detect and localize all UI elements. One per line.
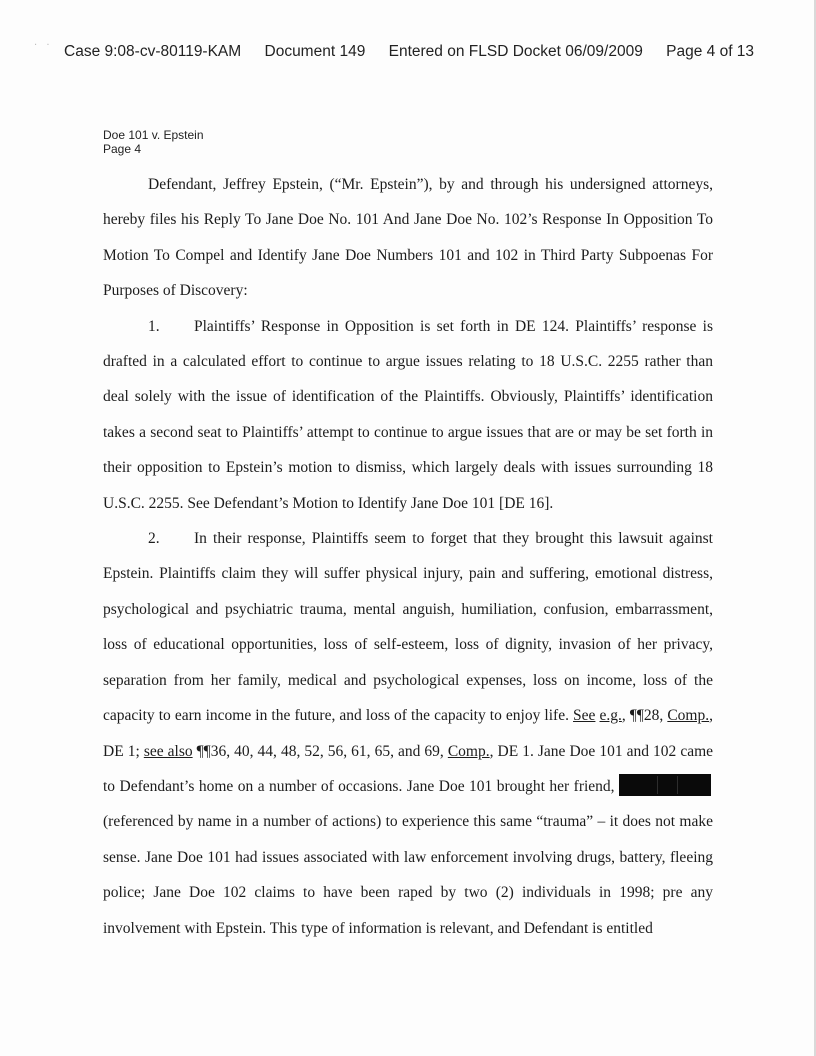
paragraph-2-text-c: , DE 1; bbox=[103, 707, 713, 760]
caption-page: Page 4 bbox=[103, 142, 142, 156]
citation-comp-2: Comp. bbox=[447, 742, 490, 760]
paragraph-2-text-b: , ¶¶28, bbox=[621, 707, 664, 725]
paragraph-2 bbox=[103, 521, 713, 946]
case-header bbox=[64, 43, 764, 61]
paragraph-2-text-f: (referenced by name in a number of actions) to experience this same “trauma” – it does not make sense. Jane Doe 101 had issues associated with law enforcement involving drugs, battery, fleeing police; Jane Doe 102 claims to have been raped by two (2) individuals in 1998; pre any involvement with Epstein. This type of information is relevant, and Defendant is entitled bbox=[103, 813, 713, 937]
citation-see: See bbox=[573, 707, 596, 725]
caption-title: Doe 101 v. Epstein bbox=[103, 128, 204, 142]
paragraph-2-text-e: , DE 1. Jane Doe 101 and 102 came to Defendant’s home on a number of occasions. Jane Doe 101 brought her friend, bbox=[103, 742, 714, 795]
redaction-box bbox=[619, 774, 711, 796]
paragraph-1-number: 1. bbox=[148, 317, 160, 335]
case-number: Case 9:08-cv-80119-KAM bbox=[64, 43, 242, 60]
caption bbox=[103, 128, 204, 156]
docket-entry: Entered on FLSD Docket 06/09/2009 bbox=[388, 43, 643, 60]
paragraph-1 bbox=[103, 309, 713, 521]
document-number: Document 149 bbox=[264, 43, 366, 60]
intro-paragraph: Defendant, Jeffrey Epstein, (“Mr. Epstein”), by and through his undersigned attorneys, hereby files his Reply To Jane Doe No. 101 And Jane Doe No. 102’s Response In Opposition To Motion To Compel and Identify Jane Doe Numbers 101 and 102 in Third Party Subpoenas For Purposes of Discovery: bbox=[103, 176, 713, 300]
citation-comp-1: Comp. bbox=[667, 707, 710, 725]
paragraph-1-text: Plaintiffs’ Response in Opposition is set forth in DE 124. Plaintiffs’ response is drafted in a calculated effort to continue to argue issues relating to 18 U.S.C. 2255 rather than deal solely with the issue of identification of the Plaintiffs. Obviously, Plaintiffs’ identification takes a second seat to Plaintiffs’ attempt to continue to argue issues that are or may be set forth in their opposition to Epstein’s motion to dismiss, which largely deals with issues surrounding 18 U.S.C. 2255. See Defendant’s Motion to Identify Jane Doe 101 [DE 16]. bbox=[103, 317, 713, 512]
body-text bbox=[103, 167, 713, 946]
citation-eg: e.g. bbox=[599, 707, 622, 725]
scan-specks: · · bbox=[34, 40, 53, 51]
paragraph-2-text-a: In their response, Plaintiffs seem to forget that they brought this lawsuit against Epstein. Plaintiffs claim they will suffer physical injury, pain and suffering, emotional distress, psychological and psychiatric trauma, mental anguish, humiliation, confusion, embarrassment, loss of educational opportunities, loss of self-esteem, loss of dignity, invasion of her privacy, separation from her family, medical and psychological expenses, loss on income, loss of the capacity to earn income in the future, and loss of the capacity to enjoy life. bbox=[103, 530, 713, 725]
citation-see-also: see also bbox=[143, 742, 193, 760]
paragraph-2-text-d: ¶¶36, 40, 44, 48, 52, 56, 61, 65, and 69, bbox=[196, 742, 444, 760]
page-count: Page 4 of 13 bbox=[666, 43, 755, 60]
paragraph-2-number: 2. bbox=[148, 530, 160, 548]
